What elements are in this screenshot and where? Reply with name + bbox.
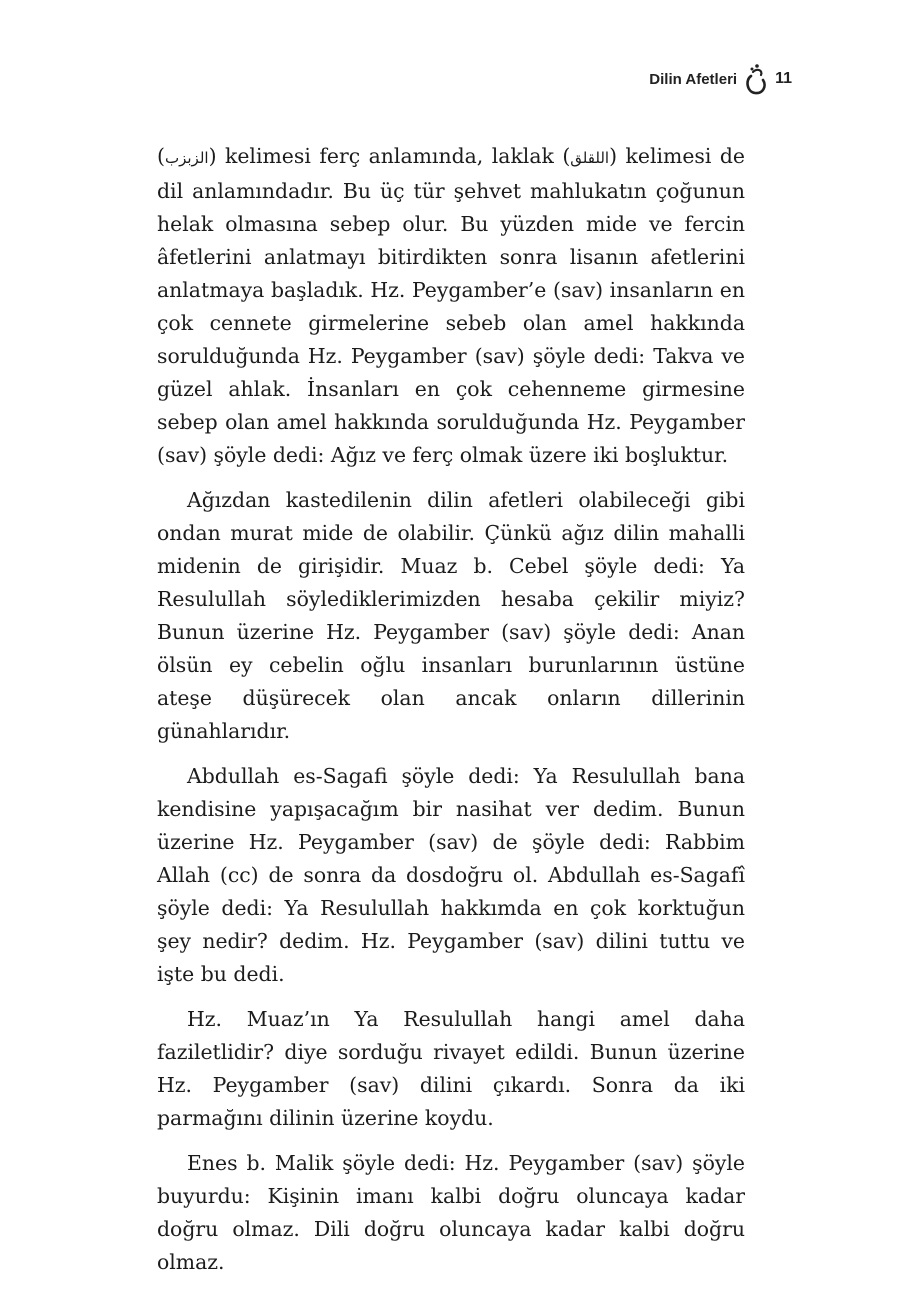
paragraph-1	[157, 140, 745, 472]
paragraph-3: Abdullah es-Sagafi şöyle dedi: Ya Resulullah bana kendisine yapışacağım bir nasihat ver dedim. Bunun üzerine Hz. Peygamber (sav) de şöyle dedi: Rabbim Allah (cc) de sonra da dosdoğru ol. Abdullah es-Sagafî şöyle dedi: Ya Resulullah hakkımda en çok korktuğun şey nedir? dedim. Hz. Peygamber (sav) dilini tuttu ve işte bu dedi.	[157, 764, 745, 986]
paragraph-2: Ağızdan kastedilenin dilin afetleri olabileceği gibi ondan murat mide de olabilir. Çünkü ağız dilin mahalli midenin de girişidir. Muaz b. Cebel şöyle dedi: Ya Resulullah söylediklerimizden hesaba çekilir miyiz? Bunun üzerine Hz. Peygamber (sav) şöyle dedi: Anan ölsün ey cebelin oğlu insanları burunlarının üstüne ateşe düşürecek olan ancak onların dillerinin günahlarıdır.	[157, 488, 745, 743]
paragraph-1-open-paren: (	[157, 144, 165, 168]
body-text	[157, 140, 745, 1291]
arabic-word-zebzeb: الزبزب	[164, 149, 209, 167]
running-title: Dilin Afetleri	[649, 70, 738, 88]
page-number: 11	[775, 70, 792, 87]
paragraph-1-text-a: ) kelimesi ferç anlamında, laklak (	[208, 144, 571, 168]
page-header	[649, 62, 792, 96]
paragraph-5: Enes b. Malik şöyle dedi: Hz. Peygamber (sav) şöyle buyurdu: Kişinin imanı kalbi doğru oluncaya kadar doğru olmaz. Dili doğru oluncaya kadar kalbi doğru olmaz.	[157, 1151, 745, 1274]
ornament-icon	[743, 62, 769, 96]
arabic-word-laklak: اللقلق	[570, 149, 610, 167]
paragraph-1-text-b: ) kelimesi de dil anlamındadır. Bu üç tür şehvet mahlukatın çoğunun helak olmasına sebep olur. Bu yüzden mide ve fercin âfetlerini anlatmayı bitirdikten sonra lisanın afetlerini anlatmaya başladık. Hz. Peygamber’e (sav) insanların en çok cennete girmelerine sebeb olan amel hakkında sorulduğunda Hz. Peygamber (sav) şöyle dedi: Takva ve güzel ahlak. İnsanları en çok cehenneme girmesine sebep olan amel hakkında sorulduğunda Hz. Peygamber (sav) şöyle dedi: Ağız ve ferç olmak üzere iki boşluktur.	[157, 144, 745, 467]
paragraph-4: Hz. Muaz’ın Ya Resulullah hangi amel daha faziletlidir? diye sorduğu rivayet edildi. Bunun üzerine Hz. Peygamber (sav) dilini çıkardı. Sonra da iki parmağını dilinin üzerine koydu.	[157, 1007, 745, 1130]
